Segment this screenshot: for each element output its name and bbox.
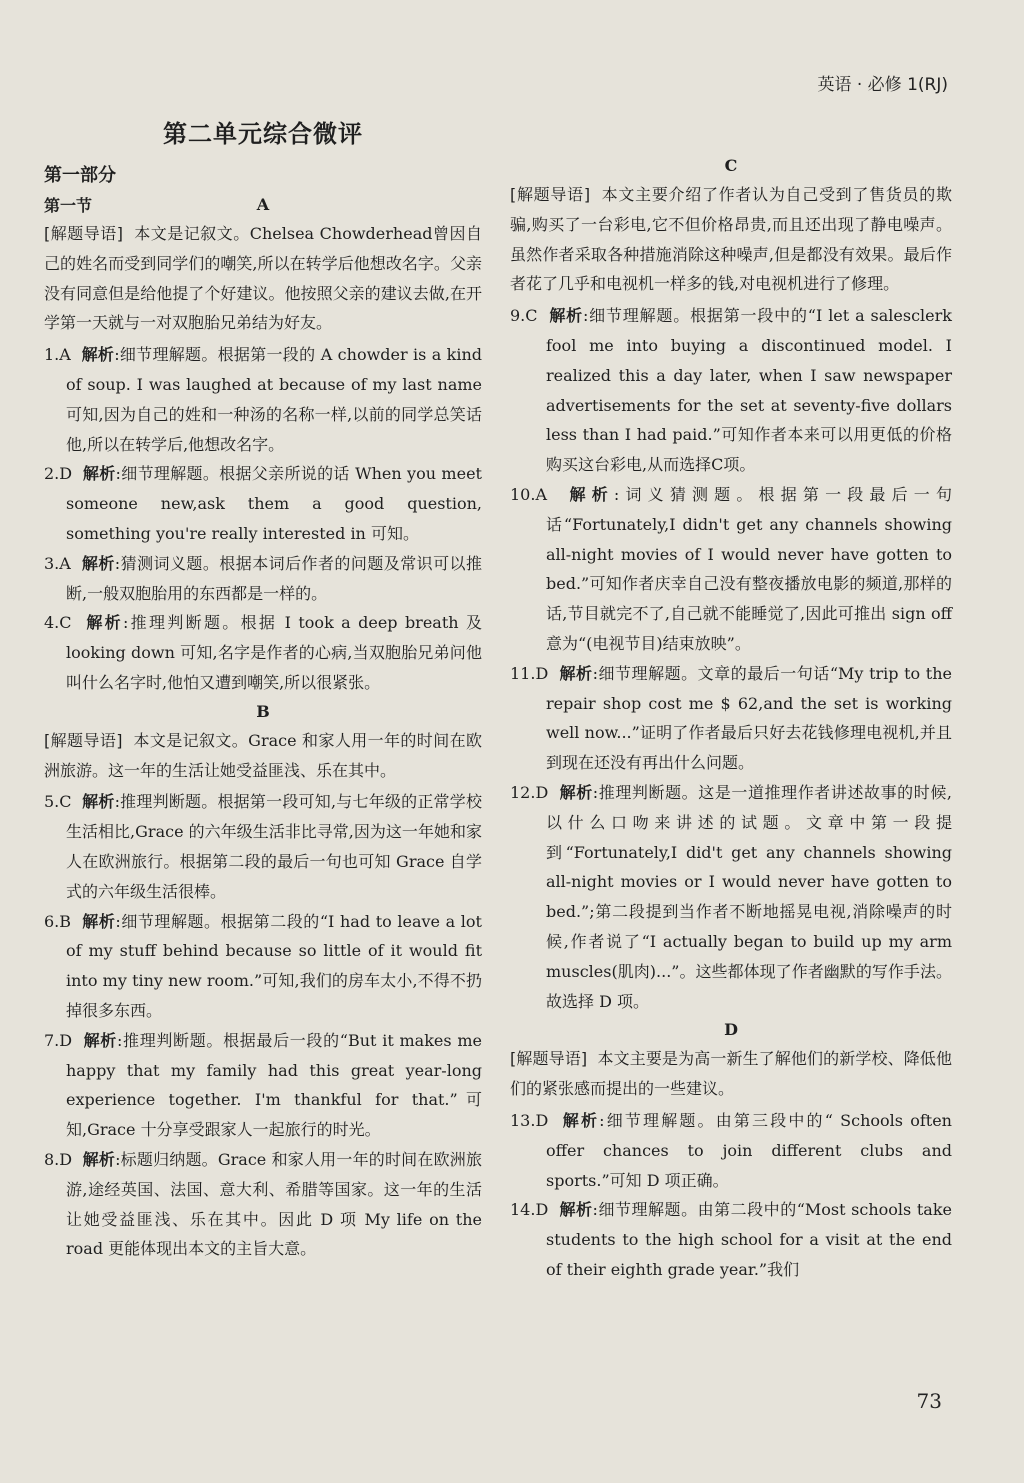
answer-item: [44, 1145, 482, 1264]
answer-number: 13.D: [510, 1110, 549, 1130]
analysis-label: 解析: [82, 792, 115, 812]
answer-item: [44, 907, 482, 1026]
answer-text: :猜测词义题。根据本词后作者的问题及常识可以推断,一般双胞胎用的东西都是一样的。: [66, 553, 482, 603]
answer-item: [44, 549, 482, 609]
left-column: [44, 108, 482, 1264]
guide-text: 本文主要介绍了作者认为自己受到了售货员的欺骗,购买了一台彩电,它不但价格昂贵,而且还出现了静电噪声。虽然作者采取各种措施消除这种噪声,但是都没有效果。最后作者花了几乎和电视机一样多的钱,对电视机进行了修理。: [510, 185, 952, 294]
passage-letter-b: B: [256, 701, 270, 721]
answer-item: [510, 301, 952, 480]
guide-label: [解题导语]: [510, 185, 591, 204]
answer-item: [44, 340, 482, 459]
book-header: 英语 · 必修 1(RJ): [817, 75, 948, 95]
guide-text: 本文是记叙文。Grace 和家人用一年的时间在欧洲旅游。这一年的生活让她受益匪浅、乐在其中。: [44, 730, 482, 780]
analysis-label: 解析: [82, 1149, 116, 1169]
answer-text: :细节理解题。根据第二段的“I had to leave a lot of my stuff behind because so little of it would fit into my tiny new room.”可知,我们的房车太小,不得不扔掉很多东西。: [66, 911, 482, 1020]
guide-label: [解题导语]: [510, 1049, 588, 1069]
guide-b: [44, 726, 482, 786]
answer-number: 10.A: [510, 484, 547, 504]
answer-item: [510, 778, 952, 1016]
analysis-label: 解析: [562, 1110, 600, 1130]
analysis-label: 解析: [82, 464, 116, 484]
part-heading: 第一部分: [44, 165, 116, 186]
answer-text: :推理判断题。根据最后一段的“But it makes me happy that my family had this great year-long experience together. I'm thankful for that.”可知,Grace 十分享受跟家人一起旅行的时光。: [66, 1030, 482, 1140]
answer-item: [510, 1106, 952, 1195]
section-heading: 第一节: [44, 196, 93, 215]
passage-letter-d: D: [724, 1020, 738, 1040]
guide-a: [44, 219, 482, 338]
answer-number: 11.D: [510, 663, 549, 683]
answer-number: 14.D: [510, 1200, 549, 1220]
analysis-label: 解析: [83, 1030, 117, 1050]
answer-item: [44, 1026, 482, 1145]
answer-number: 6.B: [44, 911, 72, 931]
answer-text: :推理判断题。根据 I took a deep breath 及 looking down 可知,名字是作者的心病,当双胞胎兄弟问他叫什么名字时,他怕又遭到嘲笑,所以很紧张。: [66, 613, 482, 692]
answer-item: [44, 787, 482, 906]
answer-text: :细节理解题。由第三段中的“ Schools often offer chances to join different clubs and sports.”可知 D 项正确。: [546, 1110, 952, 1190]
answer-text: :推理判断题。这是一道推理作者讲述故事的时候,以什么口吻来讲述的试题。文章中第一段提到“Fortunately,I did't get any channels showing all-night movies or I would never have gotten to bed.”;第二段提到当作者不断地摇晃电视,消除噪声的时候,作者说了“I actually began to build up my arm muscles(肌肉)...”。这些都体现了作者幽默的写作手法。故选择 D 项。: [546, 782, 953, 1011]
answer-text: :细节理解题。根据第一段中的“I let a salesclerk fool me into buying a discontinued model. I realized this a day later, when I saw newspaper advertisements for the set at seventy-five dollars less than I had paid.”可知作者本来可以用更低的价格购买这台彩电,从而选择C项。: [546, 306, 952, 475]
answer-text: :标题归纳题。Grace 和家人用一年的时间在欧洲旅游,途经英国、法国、意大利、希腊等国家。这一年的生活让她受益匪浅、乐在其中。因此 D 项 My life on the road 更能体现出本文的主旨大意。: [66, 1149, 482, 1259]
answer-text: :细节理解题。文章的最后一句话“My trip to the repair shop cost me $ 62,and the set is working well now...”证明了作者最后只好去花钱修理电视机,并且到现在还没有再出什么问题。: [546, 663, 952, 773]
page-title: 第二单元综合微评: [163, 120, 363, 148]
analysis-label: 解析: [81, 345, 115, 365]
answer-number: 4.C: [44, 613, 72, 633]
guide-c: [510, 180, 952, 299]
answer-text: :细节理解题。由第二段中的“Most schools take students to the high school for a visit at the end of their eighth grade year.”我们: [546, 1200, 952, 1279]
guide-d: [510, 1044, 952, 1104]
answer-item: [510, 480, 952, 659]
answer-number: 1.A: [44, 345, 71, 365]
passage-letter-a: A: [256, 195, 270, 214]
guide-label: [解题导语]: [44, 730, 123, 750]
passage-letter-c: C: [724, 156, 738, 175]
analysis-label: 解析: [559, 663, 593, 683]
analysis-label: 解析: [81, 553, 115, 573]
answer-text: :推理判断题。根据第一段可知,与七年级的正常学校生活相比,Grace 的六年级生活非比寻常,因为这一年她和家人在欧洲旅行。根据第二段的最后一句也可知 Grace 自学式的六年级生活很棒。: [66, 792, 482, 901]
answer-item: [510, 1195, 952, 1284]
answer-number: 9.C: [510, 306, 538, 326]
answer-text: :细节理解题。根据第一段的 A chowder is a kind of soup. I was laughed at because of my last name 可知,因为自己的姓和一种汤的名称一样,以前的同学总笑话他,所以在转学后,他想改名字。: [66, 345, 482, 454]
answer-item: [44, 459, 482, 548]
analysis-label: 解析: [559, 1200, 593, 1220]
answer-text: :词义猜测题。根据第一段最后一句话“Fortunately,I didn't get any channels showing all-night movies of I would never have gotten to bed.”可知作者庆幸自己没有整夜播放电影的频道,那样的话,节目就完不了,自己就不能睡觉了,因此可推出 sign off 意为“(电视节目)结束放映”。: [546, 484, 952, 653]
guide-label: [解题导语]: [44, 224, 124, 243]
analysis-label: 解析: [559, 782, 593, 802]
right-column: [510, 108, 952, 1285]
guide-text: 本文是记叙文。Chelsea Chowderhead曾因自己的姓名而受到同学们的嘲笑,所以在转学后他想改名字。父亲没有同意但是给他提了个好建议。他按照父亲的建议去做,在开学第一天就与一对双胞胎兄弟结为好友。: [44, 224, 482, 333]
analysis-label: 解析: [82, 911, 116, 931]
answer-text: :细节理解题。根据父亲所说的话 When you meet someone new,ask them a good question, something you're really interested in 可知。: [66, 464, 482, 543]
answer-number: 12.D: [510, 782, 549, 802]
analysis-label: 解析: [549, 306, 583, 326]
answer-number: 5.C: [44, 792, 72, 812]
analysis-label: 解析: [86, 613, 123, 633]
answer-number: 2.D: [44, 464, 73, 484]
answer-item: [44, 608, 482, 697]
analysis-label: 解析: [569, 484, 614, 504]
section-row: [44, 191, 482, 219]
answer-number: 3.A: [44, 553, 71, 573]
guide-text: 本文主要是为高一新生了解他们的新学校、降低他们的紧张感而提出的一些建议。: [510, 1049, 952, 1099]
answer-item: [510, 659, 952, 778]
answer-number: 7.D: [44, 1030, 73, 1050]
page-number: 73: [916, 1389, 942, 1413]
answer-number: 8.D: [44, 1149, 73, 1169]
